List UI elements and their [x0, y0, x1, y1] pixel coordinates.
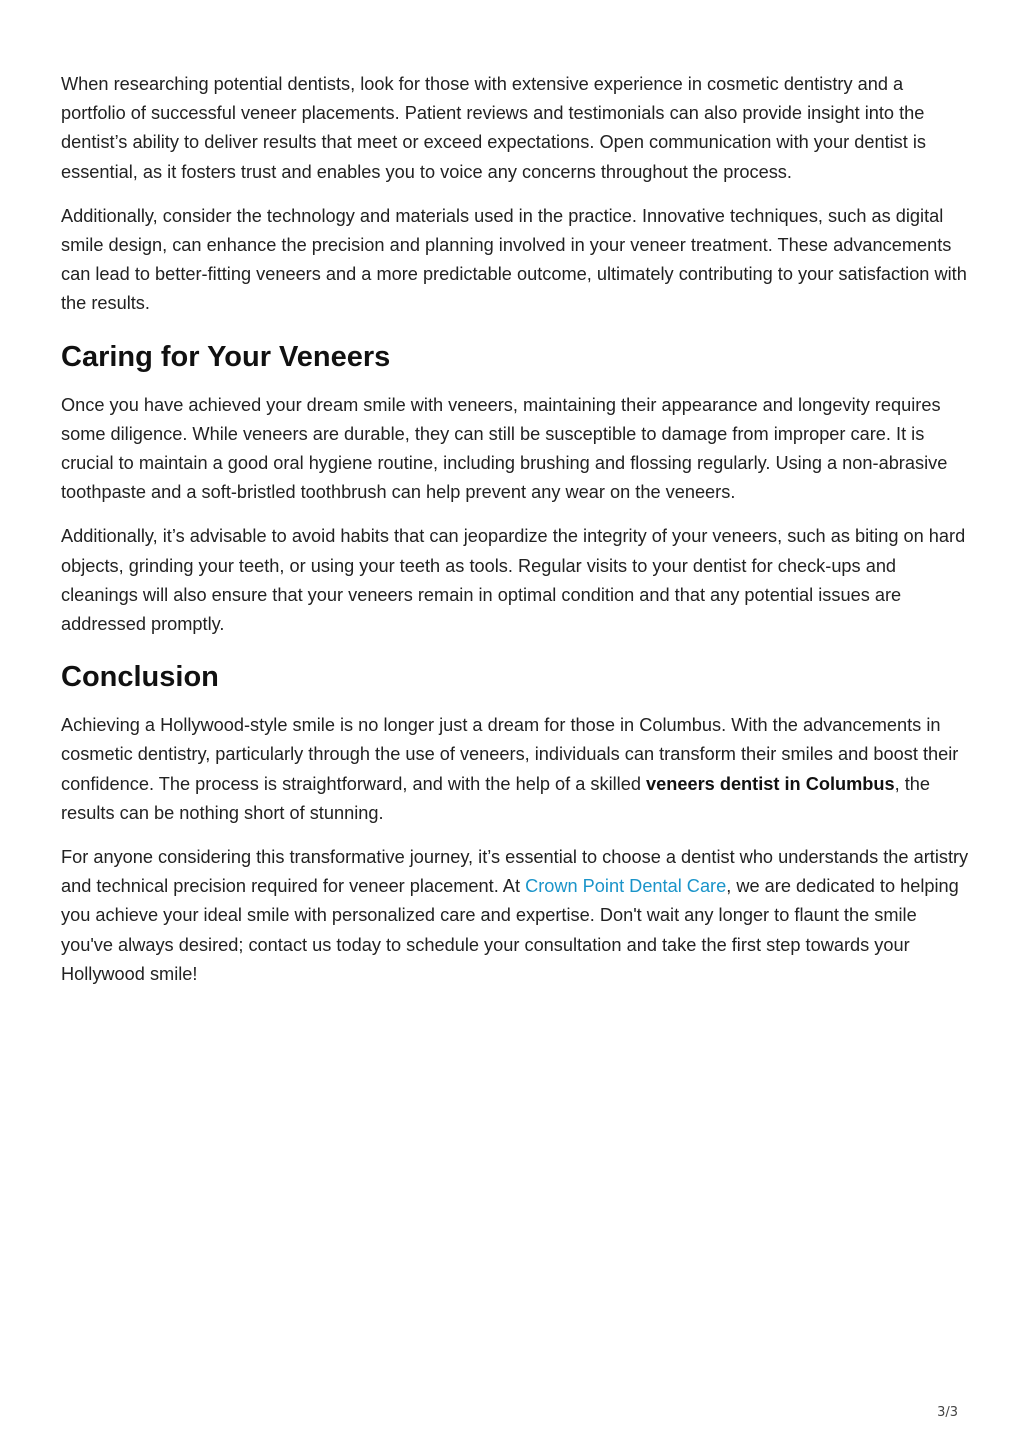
paragraph-conclusion-summary	[61, 711, 969, 828]
conclusion-text-start: Achieving a Hollywood-style smile is no longer just a dream for those in Columbus. With the advancements in cosmetic dentistry, particularly through the use of veneers, individuals can transform their smiles and boost their confidence. The process is straightforward, and with the help of a skilled	[61, 715, 959, 794]
bold-keyword-veneers-dentist: veneers dentist in Columbus	[646, 773, 895, 794]
paragraph-technology: Additionally, consider the technology and materials used in the practice. Innovative techniques, such as digital smile design, can enhance the precision and planning involved in your veneer treatment. These advancements can lead to better-fitting veneers and a more predictable outcome, ultimately contributing to your satisfaction with the results.	[61, 205, 967, 314]
document-page	[61, 70, 969, 1004]
conclusion-text-end: , the results can be nothing short of stunning.	[61, 773, 931, 823]
heading-conclusion: Conclusion	[61, 661, 219, 694]
page-number: 3/3	[937, 1405, 958, 1420]
heading-caring-for-veneers: Caring for Your Veneers	[61, 340, 391, 373]
paragraph-conclusion-cta	[61, 843, 969, 989]
paragraph-caring-habits: Additionally, it’s advisable to avoid habits that can jeopardize the integrity of your veneers, such as biting on hard objects, grinding your teeth, or using your teeth as tools. Regular visits to your dentist for check-ups and cleanings will also ensure that your veneers remain in optimal condition and that any potential issues are addressed promptly.	[61, 526, 966, 635]
crown-point-dental-care-link[interactable]: Crown Point Dental Care	[525, 876, 727, 897]
paragraph-choosing-dentist: When researching potential dentists, look for those with extensive experience in cosmetic dentistry and a portfolio of successful veneer placements. Patient reviews and testimonials can also provide insight into the dentist’s ability to deliver results that meet or exceed expectations. Open communication with your dentist is essential, as it fosters trust and enables you to voice any concerns throughout the process.	[61, 74, 927, 182]
cta-text-end: , we are dedicated to helping you achieve your ideal smile with personalized care and expertise. Don't wait any longer to flaunt the smile you've always desired; contact us today to schedule your consultation and take the first step towards your Hollywood smile!	[61, 876, 959, 984]
cta-text-start: For anyone considering this transformative journey, it’s essential to choose a dentist who understands the artistry and technical precision required for veneer placement. At	[61, 847, 969, 897]
paragraph-caring-hygiene: Once you have achieved your dream smile with veneers, maintaining their appearance and longevity requires some diligence. While veneers are durable, they can still be susceptible to damage from improper care. It is crucial to maintain a good oral hygiene routine, including brushing and flossing regularly. Using a non-abrasive toothpaste and a soft-bristled toothbrush can help prevent any wear on the veneers.	[61, 394, 948, 503]
